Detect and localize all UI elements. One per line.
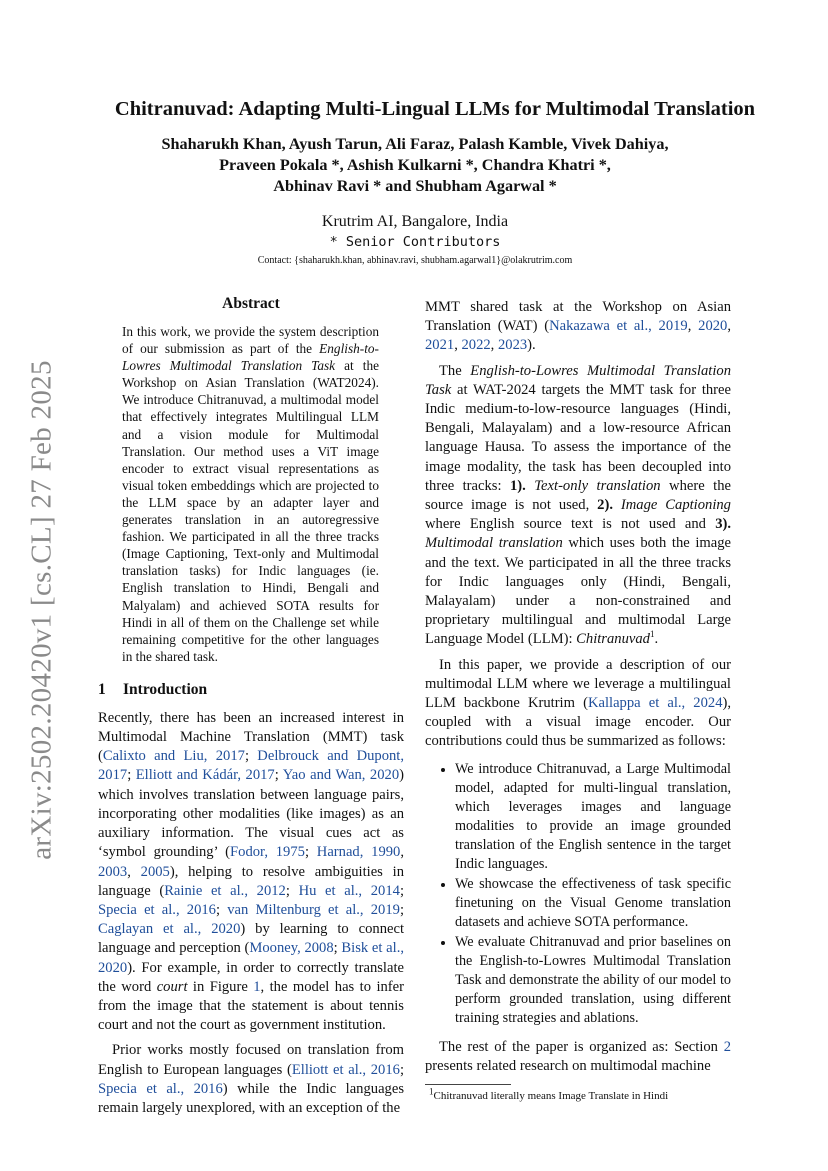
italic-text: Image Captioning	[620, 497, 731, 514]
citation-link[interactable]: 2005	[140, 863, 170, 880]
citation-link[interactable]: Kallappa et al., 2024	[587, 695, 723, 712]
italic-text: court	[156, 978, 188, 995]
author-list	[100, 134, 730, 197]
section-heading	[98, 681, 404, 699]
text-run	[526, 478, 534, 494]
body-paragraph	[425, 298, 731, 356]
citation-link[interactable]: Rainie et al., 2012	[164, 882, 286, 899]
section-title: Introduction	[123, 680, 208, 698]
right-column	[425, 298, 731, 1103]
text-run: .	[654, 631, 659, 648]
footnote-rule	[425, 1084, 511, 1085]
text-run: ). For example, in order to correctly translate the word	[98, 959, 404, 995]
author-line: Praveen Pokala *, Ashish Kulkarni *, Chandra Khatri *,	[219, 156, 611, 174]
citation-link[interactable]: Specia et al., 2016	[98, 901, 216, 918]
affiliation: Krutrim AI, Bangalore, India	[321, 213, 509, 230]
text-run: The rest of the paper is organized as: Section	[439, 1038, 724, 1055]
text-run	[613, 497, 621, 513]
citation-link[interactable]: 2	[723, 1038, 731, 1055]
contact-emails: Contact: {shaharukh.khan, abhinav.ravi, shubham.agarwal1}@olakrutrim.com	[257, 255, 573, 266]
section-number: 1	[98, 680, 106, 698]
contribution-item: • We showcase the effectiveness of task specific finetuning on the Visual Genome translation datasets and achieve SOTA performance.	[455, 875, 731, 932]
abstract-heading: Abstract	[222, 295, 280, 312]
citation-link[interactable]: van Miltenburg et al., 2019	[227, 901, 400, 918]
text-run: In this work, we provide the system description of our submission as part of the	[122, 324, 379, 357]
footnote-text: Chitranuvad literally means Image Translate in Hindi	[433, 1090, 669, 1103]
italic-text: Text-only translation	[534, 477, 661, 494]
text-run: ;	[304, 844, 317, 861]
text-run: ,	[127, 863, 141, 880]
text-run: presents related research on multimodal machine	[425, 1057, 711, 1074]
text-run: at WAT-2024 targets the MMT task for three Indic medium-to-low-resource languages (Hindi, Bengali, Malayalam) and a low-resource African language Hausa. To assess the importance of the image modality, the task has been decoupled into three tracks:	[425, 381, 731, 494]
author-line: Shaharukh Khan, Ayush Tarun, Ali Faraz, Palash Kamble, Vivek Dahiya,	[161, 135, 669, 153]
italic-text: English-to-Lowres Multimodal Translation Task	[425, 362, 731, 398]
abstract-text	[122, 323, 379, 665]
text-run: where the source image is not used,	[425, 477, 731, 514]
text-run: ), coupled with a visual image encoder. Our contributions could thus be summarized as follows:	[425, 695, 732, 750]
text-run: which uses both the image and the text. We participated in all the three tracks for Indic languages only (Hindi, Bengali, Malayalam) under a non-constrained and proprietary multilingual and multimodal Large Language Model (LLM):	[425, 535, 731, 648]
citation-link[interactable]: Nakazawa et al., 2019	[549, 318, 688, 335]
citation-link[interactable]: Elliott and Kádár, 2017	[135, 767, 275, 784]
citation-link[interactable]: Hu et al., 2014	[298, 882, 400, 899]
text-run: ;	[399, 882, 404, 899]
paper-title: Chitranuvad: Adapting Multi-Lingual LLMs for Multimodal Translation	[114, 98, 756, 120]
italic-text: Chitranuvad	[576, 631, 650, 648]
citation-link[interactable]: Mooney, 2008	[249, 940, 334, 957]
arxiv-id: arXiv:2502.20420v1 [cs.CL] 27 Feb 2025	[25, 360, 57, 860]
text-run: ), helping to resolve ambiguities in language (	[98, 863, 405, 899]
affiliation-block	[100, 212, 730, 268]
text-run: In this paper, we provide a description of our multimodal LLM where we leverage a multilingual LLM backbone Krutrim (	[425, 656, 731, 712]
text-run: Prior works mostly focused on translation from English to European languages (	[98, 1042, 404, 1078]
text-run: ;	[333, 940, 342, 957]
text-run: ;	[244, 748, 258, 765]
citation-link[interactable]: 1	[253, 978, 261, 995]
citation-link[interactable]: 2022	[461, 337, 491, 354]
text-run: ;	[399, 901, 404, 918]
text-run: MMT shared task at the Workshop on Asian Translation (WAT) (	[425, 299, 731, 335]
footnote	[425, 1086, 731, 1103]
text-run: ).	[527, 337, 536, 354]
text-run: ) while the Indic languages remain largely unexplored, with an exception of the	[98, 1080, 404, 1116]
text-run: in Figure	[187, 978, 254, 995]
contribution-item: • We evaluate Chitranuvad and prior baselines on the English-to-Lowres Multimodal Translation Task and demonstrate the ability of our model to perform grounded translation, using different training strategies and ablations.	[455, 933, 731, 1028]
text-run: ) which involves translation between language pairs, incorporating other modalities (like images) as an auxiliary information. The visual cues act as ‘symbol grounding’ (	[98, 767, 404, 861]
footnote-mark: 1	[429, 1086, 434, 1097]
bold-text: 2).	[597, 497, 613, 514]
text-run: ;	[285, 882, 299, 899]
text-run: where English source text is not used and	[425, 516, 716, 533]
contributions-list	[425, 760, 731, 1028]
citation-link[interactable]: Yao and Wan, 2020	[282, 767, 400, 784]
paper-outline-paragraph	[425, 1038, 731, 1076]
citation-link[interactable]: Harnad, 1990	[316, 844, 401, 861]
left-column	[98, 295, 404, 1118]
bold-text: 1).	[510, 477, 526, 494]
footnote-ref: 1	[649, 629, 655, 640]
citation-link[interactable]: Delbrouck and Dupont, 2017	[98, 748, 404, 784]
text-run: ;	[274, 767, 283, 784]
citation-link[interactable]: Calixto and Liu, 2017	[102, 748, 245, 765]
citation-link[interactable]: Bisk et al., 2020	[98, 940, 404, 976]
text-run: ,	[454, 337, 462, 354]
text-run: , the model has to infer from the image that the statement is about tennis court and not the court as government institution.	[98, 978, 404, 1034]
text-run: ;	[215, 901, 228, 918]
citation-link[interactable]: 2003	[98, 863, 128, 880]
citation-link[interactable]: 2021	[425, 337, 455, 354]
intro-paragraph-1	[98, 709, 404, 1035]
intro-paragraph-2	[98, 1041, 404, 1118]
text-run: The	[439, 362, 471, 379]
author-line: Abhinav Ravi * and Shubham Agarwal *	[273, 177, 557, 195]
text-run: ,	[727, 318, 731, 335]
contributions-intro-paragraph	[425, 656, 731, 752]
citation-link[interactable]: Elliott et al., 2016	[291, 1061, 400, 1078]
text-run: ,	[687, 318, 699, 335]
task-description-paragraph	[425, 362, 731, 650]
text-run: ,	[400, 844, 405, 861]
text-run: at the Workshop on Asian Translation (WAT2024). We introduce Chitranuvad, a multimodal model that effectively integrates Multilingual LLM and a vision module for Multimodal Translation. Our method uses a ViT image encoder to extract visual representations as visual token embeddings which are projected to the LLM space by an adapter layer and generates translation in an autoregressive fashion. We participated in all the three tracks (Image Captioning, Text-only and Multimodal translation tasks) for Indic languages (ie. English translation to Hindi, Bengali and Malyalam) and achieved SOTA results for Hindi in all of them on the Challenge set while remaining competitive for the other languages in the shared task.	[122, 358, 379, 664]
citation-link[interactable]: 2020	[698, 318, 728, 335]
text-run: ;	[399, 1061, 405, 1078]
text-run: ) by learning to connect language and perception (	[98, 921, 405, 957]
citation-link[interactable]: 2023	[497, 337, 528, 354]
text-run: ,	[490, 337, 498, 354]
senior-contributors-note: * Senior Contributors	[329, 234, 501, 250]
contribution-item: • We introduce Chitranuvad, a Large Multimodal model, adapted for multi-lingual translation, which leverages images and language modalities to provide an image grounded translation of the English sentence in the target Indic languages.	[455, 760, 731, 874]
text-run: ;	[127, 767, 136, 784]
citation-link[interactable]: Fodor, 1975	[230, 844, 305, 861]
citation-link[interactable]: Caglayan et al., 2020	[98, 921, 241, 938]
italic-text: English-to-Lowres Multimodal Translation Task	[122, 341, 379, 374]
bold-text: 3).	[715, 516, 731, 533]
citation-link[interactable]: Specia et al., 2016	[98, 1080, 223, 1097]
text-run: Recently, there has been an increased interest in Multimodal Machine Translation (MMT) task (	[98, 709, 404, 765]
arxiv-watermark	[14, 360, 69, 860]
italic-text: Multimodal translation	[425, 535, 563, 552]
